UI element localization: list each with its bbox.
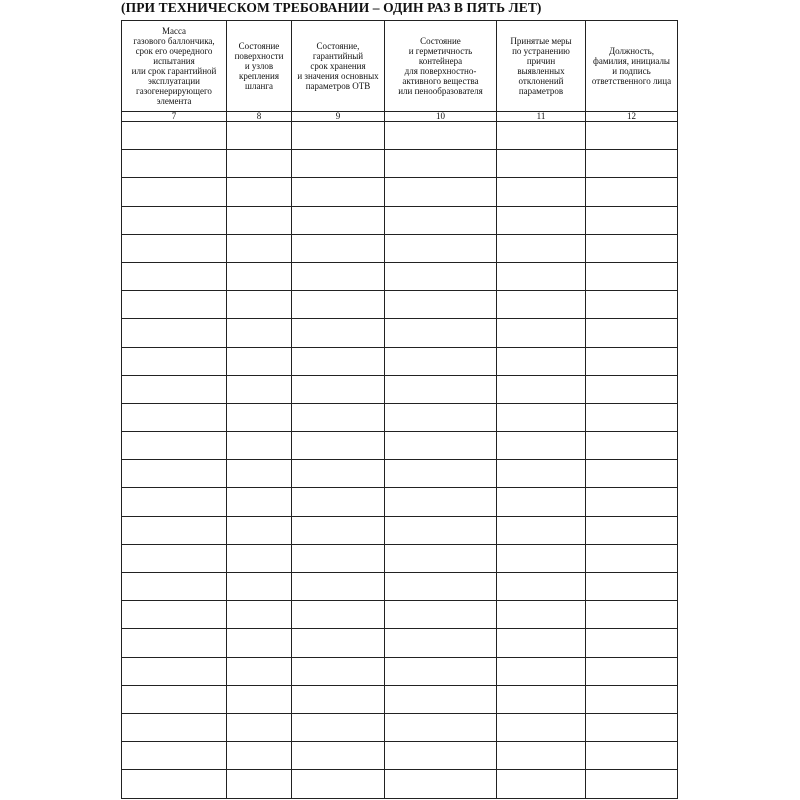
empty-cell <box>292 742 385 770</box>
column-header-cylinder-mass: Масса газового баллончика, срок его очередного испытания или срок гарантийной эксплуатации газогенерирующего элемента <box>122 21 227 112</box>
empty-cell <box>122 432 227 460</box>
empty-cell <box>586 573 678 601</box>
empty-cell <box>227 432 292 460</box>
empty-cell <box>497 657 586 685</box>
empty-cell <box>227 122 292 150</box>
empty-cell <box>122 150 227 178</box>
empty-cell <box>385 347 497 375</box>
empty-cell <box>385 573 497 601</box>
empty-cell <box>227 601 292 629</box>
column-header-measures-taken: Принятые меры по устранению причин выявленных отклонений параметров <box>497 21 586 112</box>
inspection-log-table <box>121 20 678 799</box>
empty-cell <box>292 544 385 572</box>
empty-cell <box>586 234 678 262</box>
empty-cell <box>586 206 678 234</box>
empty-cell <box>292 150 385 178</box>
empty-cell <box>385 516 497 544</box>
empty-cell <box>586 544 678 572</box>
empty-cell <box>385 460 497 488</box>
empty-cell <box>497 262 586 290</box>
empty-cell <box>385 178 497 206</box>
table-row <box>122 516 678 544</box>
empty-cell <box>227 206 292 234</box>
empty-cell <box>122 742 227 770</box>
table-row <box>122 178 678 206</box>
empty-cell <box>586 488 678 516</box>
empty-cell <box>122 770 227 798</box>
empty-cell <box>385 375 497 403</box>
empty-cell <box>497 403 586 431</box>
empty-cell <box>586 403 678 431</box>
empty-cell <box>122 291 227 319</box>
empty-cell <box>497 347 586 375</box>
empty-cell <box>227 262 292 290</box>
empty-cell <box>586 685 678 713</box>
empty-cell <box>292 375 385 403</box>
table-row <box>122 150 678 178</box>
column-header-container-condition: Состояние и герметичность контейнера для поверхностно- активного вещества или пенообразователя <box>385 21 497 112</box>
empty-cell <box>227 713 292 741</box>
column-number: 11 <box>497 112 586 122</box>
empty-cell <box>122 573 227 601</box>
empty-cell <box>385 488 497 516</box>
table-row <box>122 375 678 403</box>
empty-cell <box>122 234 227 262</box>
column-header-responsible-person: Должность, фамилия, инициалы и подпись ответственного лица <box>586 21 678 112</box>
empty-cell <box>122 403 227 431</box>
empty-cell <box>227 629 292 657</box>
empty-cell <box>385 206 497 234</box>
table-row <box>122 234 678 262</box>
empty-cell <box>385 544 497 572</box>
empty-cell <box>385 601 497 629</box>
empty-cell <box>497 573 586 601</box>
empty-cell <box>497 685 586 713</box>
empty-cell <box>292 488 385 516</box>
empty-cell <box>122 713 227 741</box>
empty-cell <box>497 516 586 544</box>
empty-cell <box>122 516 227 544</box>
empty-cell <box>497 291 586 319</box>
empty-cell <box>385 742 497 770</box>
table-body <box>122 122 678 799</box>
empty-cell <box>227 770 292 798</box>
empty-cell <box>586 770 678 798</box>
table-row <box>122 460 678 488</box>
empty-cell <box>497 122 586 150</box>
table-row <box>122 770 678 798</box>
empty-cell <box>497 713 586 741</box>
empty-cell <box>292 178 385 206</box>
empty-cell <box>292 319 385 347</box>
empty-cell <box>497 432 586 460</box>
empty-cell <box>586 178 678 206</box>
empty-cell <box>292 516 385 544</box>
table-row <box>122 685 678 713</box>
empty-cell <box>227 150 292 178</box>
empty-cell <box>227 319 292 347</box>
column-header-hose-condition: Состояние поверхности и узлов крепления шланга <box>227 21 292 112</box>
empty-cell <box>497 206 586 234</box>
empty-cell <box>586 657 678 685</box>
empty-cell <box>227 544 292 572</box>
column-number: 8 <box>227 112 292 122</box>
empty-cell <box>292 206 385 234</box>
empty-cell <box>586 150 678 178</box>
empty-cell <box>292 122 385 150</box>
empty-cell <box>497 375 586 403</box>
empty-cell <box>292 347 385 375</box>
empty-cell <box>292 432 385 460</box>
empty-cell <box>122 629 227 657</box>
empty-cell <box>122 685 227 713</box>
empty-cell <box>292 685 385 713</box>
empty-cell <box>292 573 385 601</box>
empty-cell <box>385 150 497 178</box>
table-row <box>122 601 678 629</box>
empty-cell <box>292 234 385 262</box>
empty-cell <box>122 122 227 150</box>
empty-cell <box>122 601 227 629</box>
table-header-row <box>122 21 678 112</box>
empty-cell <box>122 347 227 375</box>
empty-cell <box>385 685 497 713</box>
empty-cell <box>292 657 385 685</box>
table-row <box>122 573 678 601</box>
table-row <box>122 403 678 431</box>
empty-cell <box>586 432 678 460</box>
empty-cell <box>385 122 497 150</box>
column-number: 9 <box>292 112 385 122</box>
empty-cell <box>292 262 385 290</box>
empty-cell <box>385 657 497 685</box>
table-row <box>122 262 678 290</box>
table-row <box>122 319 678 347</box>
empty-cell <box>497 488 586 516</box>
empty-cell <box>385 629 497 657</box>
empty-cell <box>122 544 227 572</box>
empty-cell <box>385 432 497 460</box>
table-row <box>122 291 678 319</box>
empty-cell <box>497 742 586 770</box>
table-row <box>122 657 678 685</box>
column-number: 7 <box>122 112 227 122</box>
empty-cell <box>227 234 292 262</box>
empty-cell <box>586 375 678 403</box>
table-row <box>122 206 678 234</box>
empty-cell <box>227 460 292 488</box>
empty-cell <box>497 601 586 629</box>
empty-cell <box>385 291 497 319</box>
empty-cell <box>586 122 678 150</box>
empty-cell <box>292 460 385 488</box>
empty-cell <box>586 262 678 290</box>
empty-cell <box>497 178 586 206</box>
empty-cell <box>385 262 497 290</box>
empty-cell <box>497 770 586 798</box>
empty-cell <box>385 234 497 262</box>
empty-cell <box>497 544 586 572</box>
empty-cell <box>227 573 292 601</box>
empty-cell <box>292 291 385 319</box>
empty-cell <box>292 403 385 431</box>
empty-cell <box>497 234 586 262</box>
empty-cell <box>227 685 292 713</box>
empty-cell <box>292 713 385 741</box>
column-number-row <box>122 112 678 122</box>
empty-cell <box>586 516 678 544</box>
empty-cell <box>497 629 586 657</box>
empty-cell <box>227 657 292 685</box>
table-row <box>122 713 678 741</box>
empty-cell <box>497 460 586 488</box>
empty-cell <box>292 770 385 798</box>
empty-cell <box>385 713 497 741</box>
empty-cell <box>122 206 227 234</box>
empty-cell <box>122 178 227 206</box>
empty-cell <box>227 403 292 431</box>
table-row <box>122 347 678 375</box>
empty-cell <box>586 291 678 319</box>
empty-cell <box>227 488 292 516</box>
empty-cell <box>227 291 292 319</box>
empty-cell <box>122 262 227 290</box>
table-row <box>122 629 678 657</box>
empty-cell <box>227 516 292 544</box>
empty-cell <box>227 742 292 770</box>
table-row <box>122 432 678 460</box>
empty-cell <box>497 150 586 178</box>
empty-cell <box>292 629 385 657</box>
page-title: (ПРИ ТЕХНИЧЕСКОМ ТРЕБОВАНИИ – ОДИН РАЗ В ПЯТЬ ЛЕТ) <box>121 0 542 15</box>
empty-cell <box>122 657 227 685</box>
table-row <box>122 488 678 516</box>
empty-cell <box>586 347 678 375</box>
empty-cell <box>385 403 497 431</box>
empty-cell <box>122 488 227 516</box>
column-number: 12 <box>586 112 678 122</box>
empty-cell <box>586 742 678 770</box>
table-row <box>122 544 678 572</box>
empty-cell <box>122 460 227 488</box>
empty-cell <box>586 629 678 657</box>
empty-cell <box>122 319 227 347</box>
empty-cell <box>385 319 497 347</box>
empty-cell <box>227 347 292 375</box>
column-number: 10 <box>385 112 497 122</box>
empty-cell <box>122 375 227 403</box>
table-row <box>122 742 678 770</box>
column-header-agent-condition: Состояние, гарантийный срок хранения и значения основных параметров ОТВ <box>292 21 385 112</box>
empty-cell <box>586 601 678 629</box>
table-row <box>122 122 678 150</box>
empty-cell <box>385 770 497 798</box>
empty-cell <box>227 375 292 403</box>
empty-cell <box>227 178 292 206</box>
empty-cell <box>586 319 678 347</box>
empty-cell <box>292 601 385 629</box>
empty-cell <box>497 319 586 347</box>
empty-cell <box>586 713 678 741</box>
empty-cell <box>586 460 678 488</box>
